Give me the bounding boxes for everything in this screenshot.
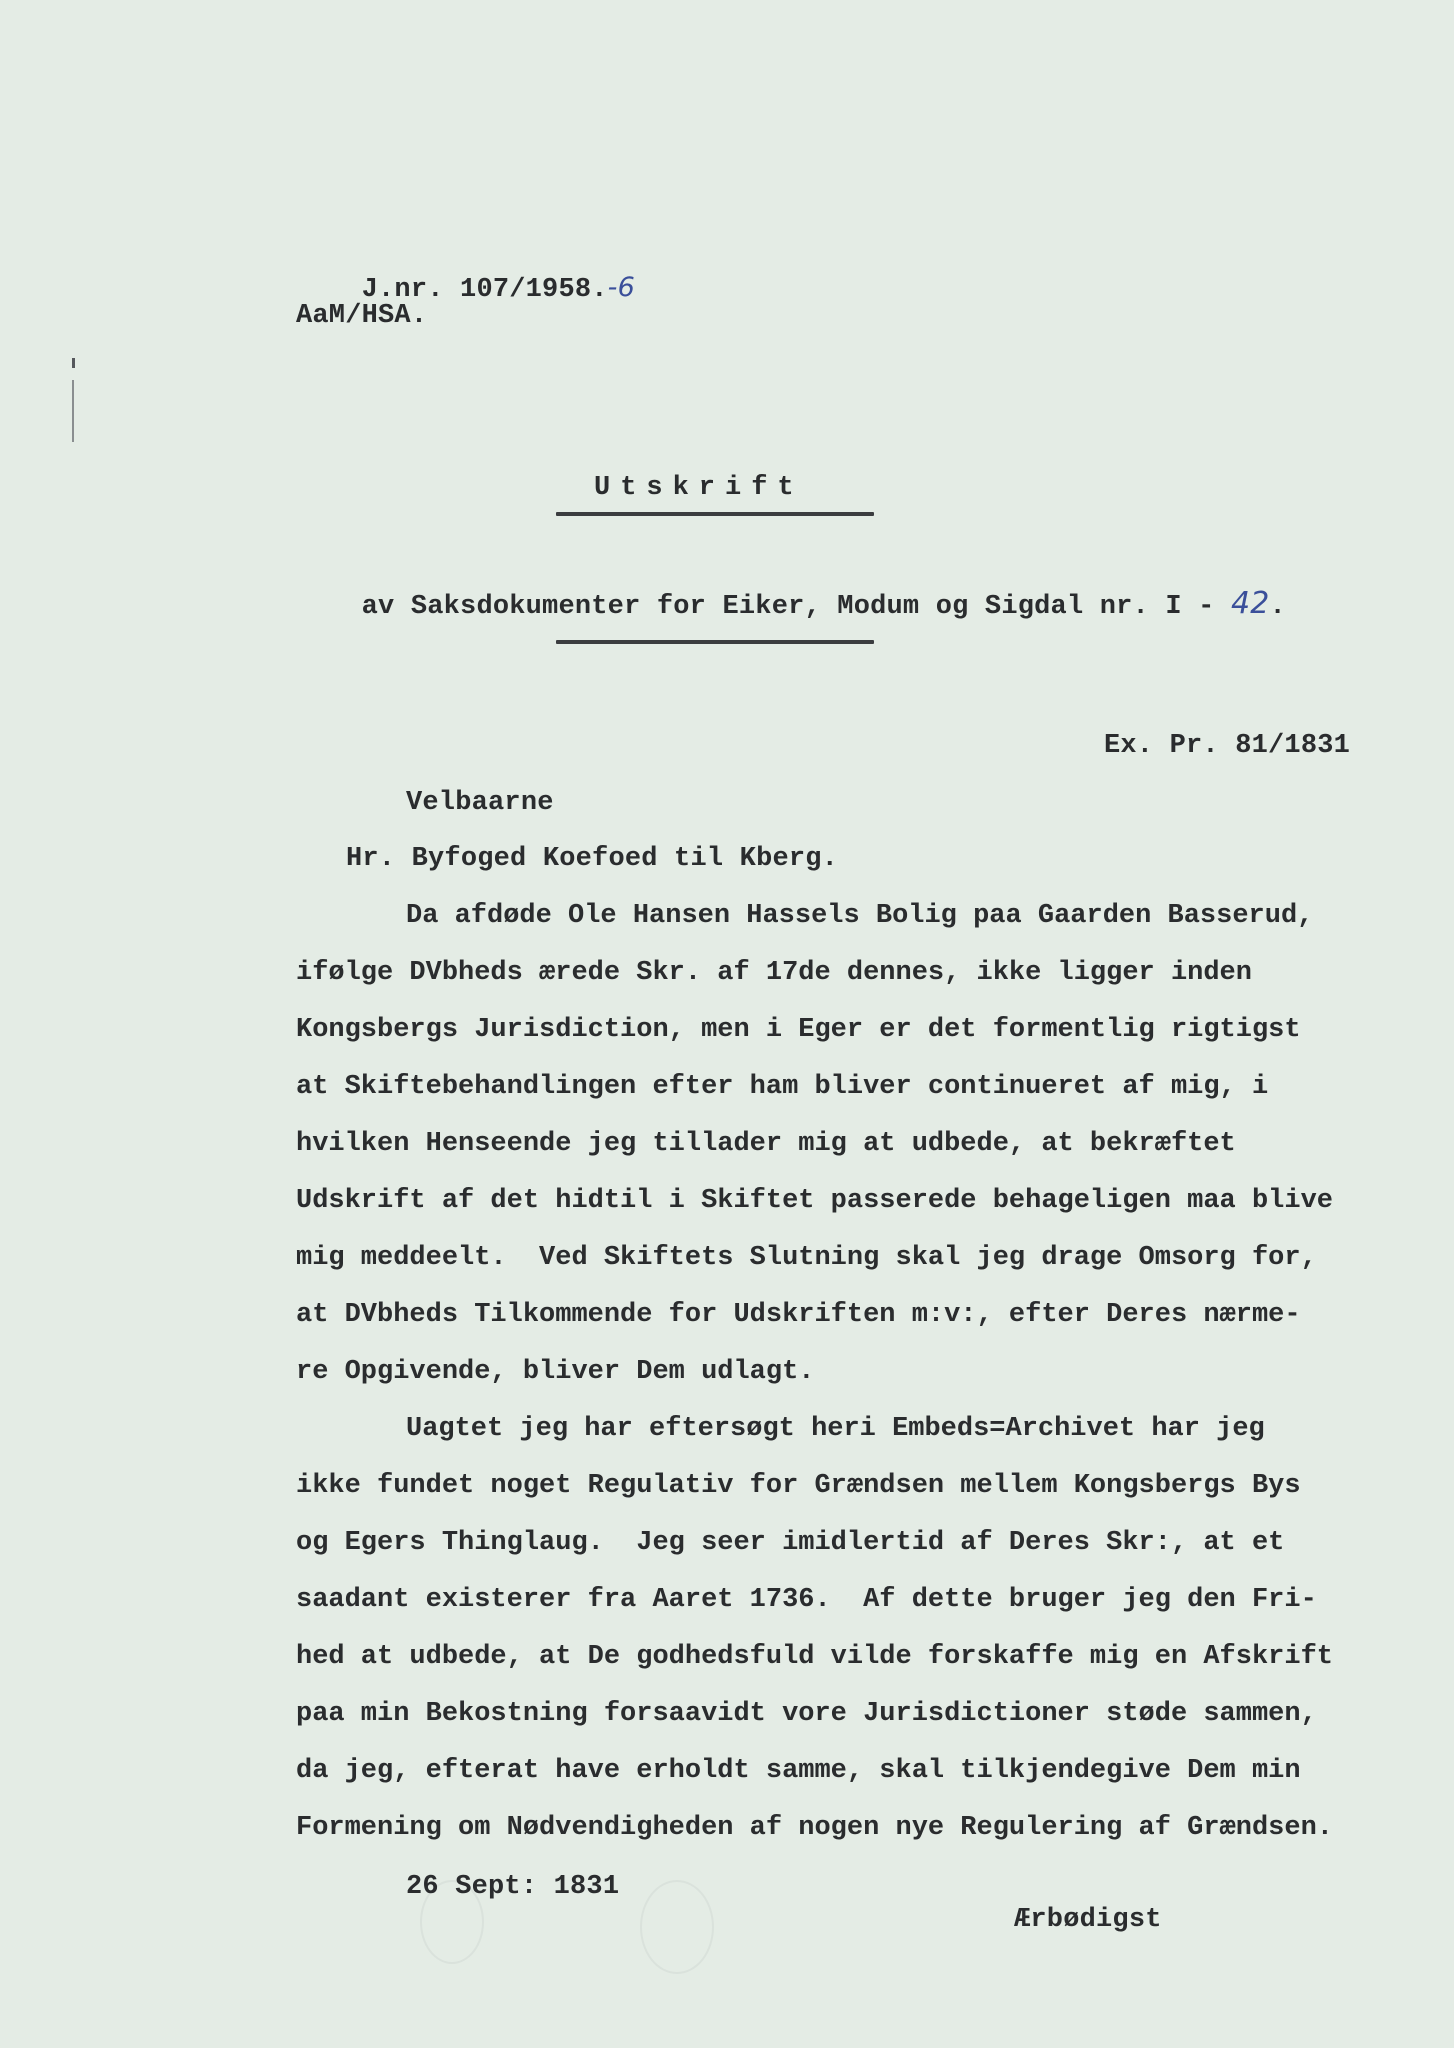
letter-closing: Ærbødigst	[1014, 1905, 1162, 1935]
paragraph-2-line: og Egers Thinglaug. Jeg seer imidlertid af Deres Skr:, at et	[296, 1528, 1285, 1558]
paragraph-1-line: at DVbheds Tilkommende for Udskriften m:v:, efter Deres nærme-	[296, 1300, 1301, 1330]
subtitle-handwritten-number: 42	[1230, 586, 1270, 621]
paragraph-1-line: Kongsbergs Jurisdiction, men i Eger er det formentlig rigtigst	[296, 1015, 1301, 1045]
paragraph-2-line: saadant existerer fra Aaret 1736. Af dette bruger jeg den Fri-	[296, 1585, 1317, 1615]
margin-mark	[72, 380, 74, 442]
paragraph-1-line: at Skiftebehandlingen efter ham bliver continueret af mig, i	[296, 1072, 1269, 1102]
margin-mark	[72, 358, 75, 368]
paragraph-1-line: re Opgivende, bliver Dem udlagt.	[296, 1357, 815, 1387]
title-underline	[556, 512, 874, 516]
salutation-line-2: Hr. Byfoged Koefoed til Kberg.	[346, 844, 839, 874]
salutation-line-1: Velbaarne	[406, 788, 554, 818]
initials: AaM/HSA.	[296, 301, 428, 331]
paragraph-2-line: paa min Bekostning forsaavidt vore Jurisdictioner støde sammen,	[296, 1699, 1317, 1729]
paragraph-1-line: ifølge DVbheds ærede Skr. af 17de dennes, ikke ligger inden	[296, 958, 1252, 988]
subtitle-rule	[556, 640, 874, 644]
show-through-mark	[640, 1880, 714, 1974]
paragraph-1-line: mig meddeelt. Ved Skiftets Slutning skal jeg drage Omsorg for,	[296, 1243, 1317, 1273]
paragraph-1-line: hvilken Henseende jeg tillader mig at udbede, at bekræftet	[296, 1129, 1236, 1159]
letter-reference: Ex. Pr. 81/1831	[1104, 731, 1351, 761]
paragraph-2-line: Formening om Nødvendigheden af nogen nye Regulering af Grændsen.	[296, 1813, 1333, 1843]
document-title: Utskrift	[594, 473, 804, 503]
paragraph-2-line: Uagtet jeg har eftersøgt heri Embeds=Archivet har jeg	[406, 1414, 1265, 1444]
journal-number-handwritten: -6	[607, 272, 635, 303]
subtitle-period: .	[1269, 592, 1286, 622]
paragraph-2-line: hed at udbede, at De godhedsfuld vilde forskaffe mig en Afskrift	[296, 1642, 1333, 1672]
document-subtitle	[296, 562, 1286, 648]
paragraph-1-line: Udskrift af det hidtil i Skiftet passerede behageligen maa blive	[296, 1186, 1333, 1216]
paragraph-2-line: da jeg, efterat have erholdt samme, skal tilkjendegive Dem min	[296, 1756, 1301, 1786]
letter-date: 26 Sept: 1831	[406, 1872, 620, 1902]
subtitle-typed: av Saksdokumenter for Eiker, Modum og Sigdal nr. I -	[361, 592, 1215, 622]
paragraph-2-line: ikke fundet noget Regulativ for Grændsen mellem Kongsbergs Bys	[296, 1471, 1301, 1501]
journal-number-typed: J.nr. 107/1958.	[361, 275, 608, 305]
paragraph-1-line: Da afdøde Ole Hansen Hassels Bolig paa Gaarden Basserud,	[406, 901, 1314, 931]
